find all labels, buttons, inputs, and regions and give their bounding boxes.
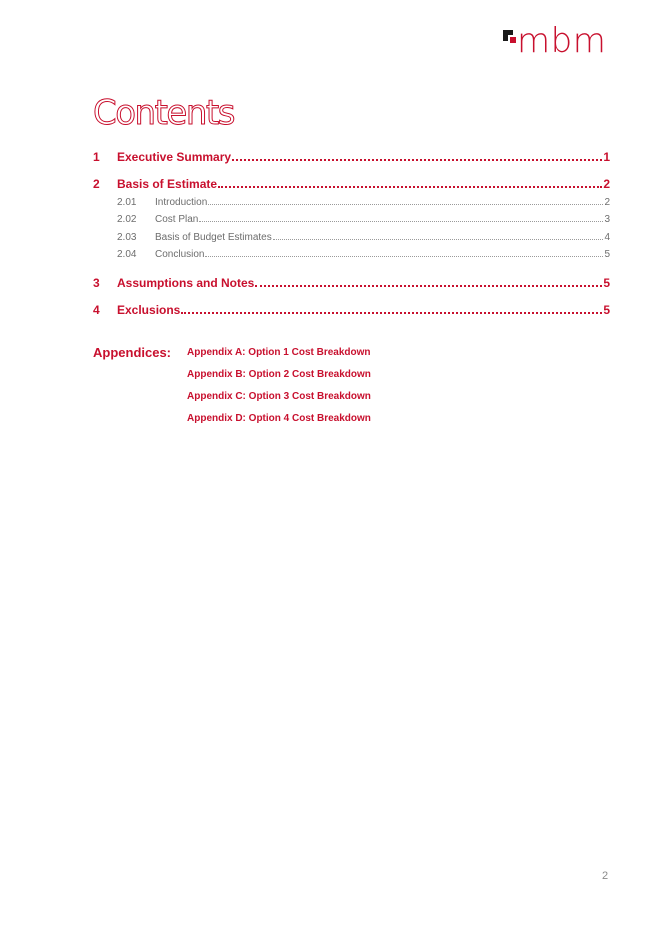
logo-mark-icon	[503, 30, 517, 44]
mbm-logo	[503, 21, 613, 68]
appendices-heading: Appendices:	[93, 345, 172, 360]
toc-entry-page: 5	[603, 303, 610, 317]
appendix-link-b[interactable]: Appendix B: Option 2 Cost Breakdown	[187, 369, 371, 380]
dot-leader	[232, 159, 602, 161]
toc-subentry-number: 2.04	[117, 249, 137, 260]
toc-subentry-2-04[interactable]	[117, 249, 610, 260]
toc-entry-number: 3	[93, 276, 100, 290]
appendix-link-d[interactable]: Appendix D: Option 4 Cost Breakdown	[187, 413, 371, 424]
toc-entry-title: Basis of Estimate	[117, 177, 218, 191]
toc-entry-1[interactable]	[93, 150, 610, 164]
toc-subentry-page: 3	[604, 214, 610, 225]
dot-leader	[181, 312, 602, 314]
toc-entry-2[interactable]	[93, 177, 610, 191]
dot-leader	[205, 256, 603, 257]
toc-subentry-page: 5	[604, 249, 610, 260]
toc-entry-title: Assumptions and Notes	[117, 276, 255, 290]
toc-entry-title: Executive Summary	[117, 150, 232, 164]
toc-subentry-title: Cost Plan	[155, 214, 199, 225]
toc-subentry-2-02[interactable]	[117, 214, 610, 225]
toc-entry-number: 4	[93, 303, 100, 317]
toc-subentry-number: 2.01	[117, 197, 137, 208]
toc-entry-number: 1	[93, 150, 100, 164]
toc-subentry-page: 4	[604, 232, 610, 243]
logo-text: mbm	[517, 21, 607, 61]
toc-subentry-title: Conclusion	[155, 249, 205, 260]
toc-subentry-number: 2.03	[117, 232, 137, 243]
toc-subentry-2-03[interactable]	[117, 232, 610, 243]
toc-entry-3[interactable]	[93, 276, 610, 290]
page-number: 2	[602, 870, 609, 882]
toc-entry-page: 2	[603, 177, 610, 191]
toc-entry-page: 5	[603, 276, 610, 290]
toc-entry-page: 1	[603, 150, 610, 164]
toc-entry-4[interactable]	[93, 303, 610, 317]
dot-leader	[208, 204, 603, 205]
toc-subentry-number: 2.02	[117, 214, 137, 225]
appendix-link-a[interactable]: Appendix A: Option 1 Cost Breakdown	[187, 347, 371, 358]
toc-subentry-page: 2	[604, 197, 610, 208]
toc-entry-title: Exclusions	[117, 303, 181, 317]
appendix-link-c[interactable]: Appendix C: Option 3 Cost Breakdown	[187, 391, 371, 402]
toc-entry-number: 2	[93, 177, 100, 191]
page-title: Contents	[93, 93, 234, 133]
dot-leader	[273, 239, 604, 240]
dot-leader	[218, 186, 602, 188]
toc-subentry-2-01[interactable]	[117, 197, 610, 208]
dot-leader	[255, 285, 602, 287]
dot-leader	[199, 221, 603, 222]
toc-subentry-title: Introduction	[155, 197, 208, 208]
toc-subentry-title: Basis of Budget Estimates	[155, 232, 272, 243]
